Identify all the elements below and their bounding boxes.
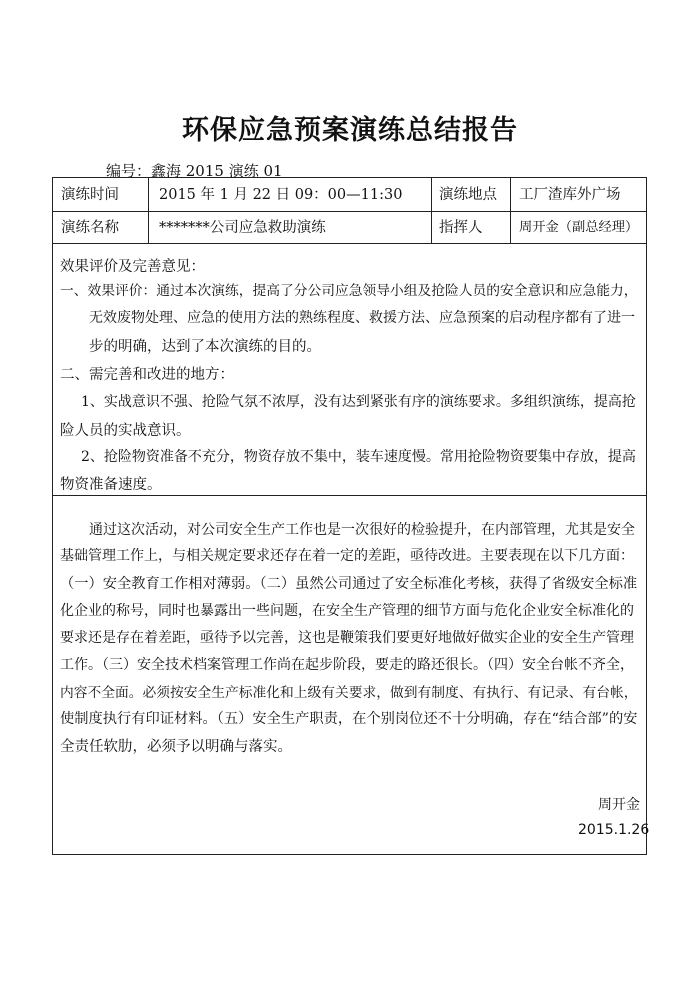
summary-line: 全责任软肋，必须予以明确与落实。 — [60, 739, 292, 755]
evaluation-heading: 效果评价及完善意见： — [60, 259, 205, 275]
evaluation-line: 2、抢险物资准备不充分，物资存放不集中，装车速度慢。常用抢险物资要集中存放，提高 — [81, 449, 636, 465]
row-divider — [53, 243, 646, 244]
evaluation-line: 二、需完善和改进的地方： — [60, 367, 234, 383]
commander-label: 指挥人 — [439, 220, 483, 236]
signature-name: 周开金 — [598, 797, 640, 813]
drill-location-value: 工厂渣库外广场 — [519, 187, 621, 203]
column-divider — [431, 178, 432, 243]
drill-location-label: 演练地点 — [439, 187, 497, 203]
section-divider — [53, 495, 646, 496]
page-title: 环保应急预案演练总结报告 — [182, 115, 518, 146]
evaluation-line: 物资准备速度。 — [60, 477, 162, 493]
column-divider — [148, 178, 149, 243]
drill-time-value: 2015 年 1 月 22 日 09：00—11:30 — [159, 187, 403, 203]
document-number: 编号：鑫海 2015 演练 01 — [106, 162, 283, 180]
drill-name-value: *******公司应急救助演练 — [159, 220, 326, 236]
summary-line: 要求还是存在着差距，亟待予以完善，这也是鞭策我们要更好地做好做实企业的安全生产管理 — [60, 630, 634, 646]
row-divider — [53, 211, 646, 212]
summary-line: 化企业的称号，同时也暴露出一些问题，在安全生产管理的细节方面与危化企业安全标准化的 — [60, 603, 634, 619]
drill-time-label: 演练时间 — [61, 187, 119, 203]
evaluation-line: 险人员的实战意识。 — [60, 423, 191, 439]
report-table — [52, 177, 650, 855]
summary-line: 内容不全面。必须按安全生产标准化和上级有关要求，做到有制度、有执行、有记录、有台帐， — [60, 685, 638, 701]
evaluation-line: 1、实战意识不强、抢险气氛不浓厚，没有达到紧张有序的演练要求。多组织演练，提高抢 — [81, 394, 636, 410]
evaluation-line: 一、效果评价：通过本次演练，提高了分公司应急领导小组及抢险人员的安全意识和应急能力， — [60, 283, 638, 299]
signature-date: 2015.1.26 — [578, 822, 650, 838]
drill-name-label: 演练名称 — [61, 220, 119, 236]
evaluation-line: 步的明确，达到了本次演练的目的。 — [89, 339, 321, 355]
column-divider — [510, 178, 511, 243]
summary-line: 基础管理工作上，与相关规定要求还存在着一定的差距，亟待改进。主要表现在以下几方面： — [60, 548, 634, 564]
summary-line: （一）安全教育工作相对薄弱。（二）虽然公司通过了安全标准化考核，获得了省级安全标准 — [60, 576, 638, 592]
evaluation-line: 无效废物处理、应急的使用方法的熟练程度、救援方法、应急预案的启动程序都有了进一 — [89, 310, 635, 326]
summary-line: 使制度执行有印证材料。（五）安全生产职责，在个别岗位还不十分明确，存在“结合部”的安 — [60, 711, 638, 727]
summary-line: 通过这次活动，对公司安全生产工作也是一次很好的检验提升，在内部管理，尤其是安全 — [89, 522, 635, 538]
commander-value: 周开金（副总经理） — [519, 220, 639, 235]
summary-line: 工作。（三）安全技术档案管理工作尚在起步阶段，要走的路还很长。（四）安全台帐不齐全， — [60, 657, 634, 673]
